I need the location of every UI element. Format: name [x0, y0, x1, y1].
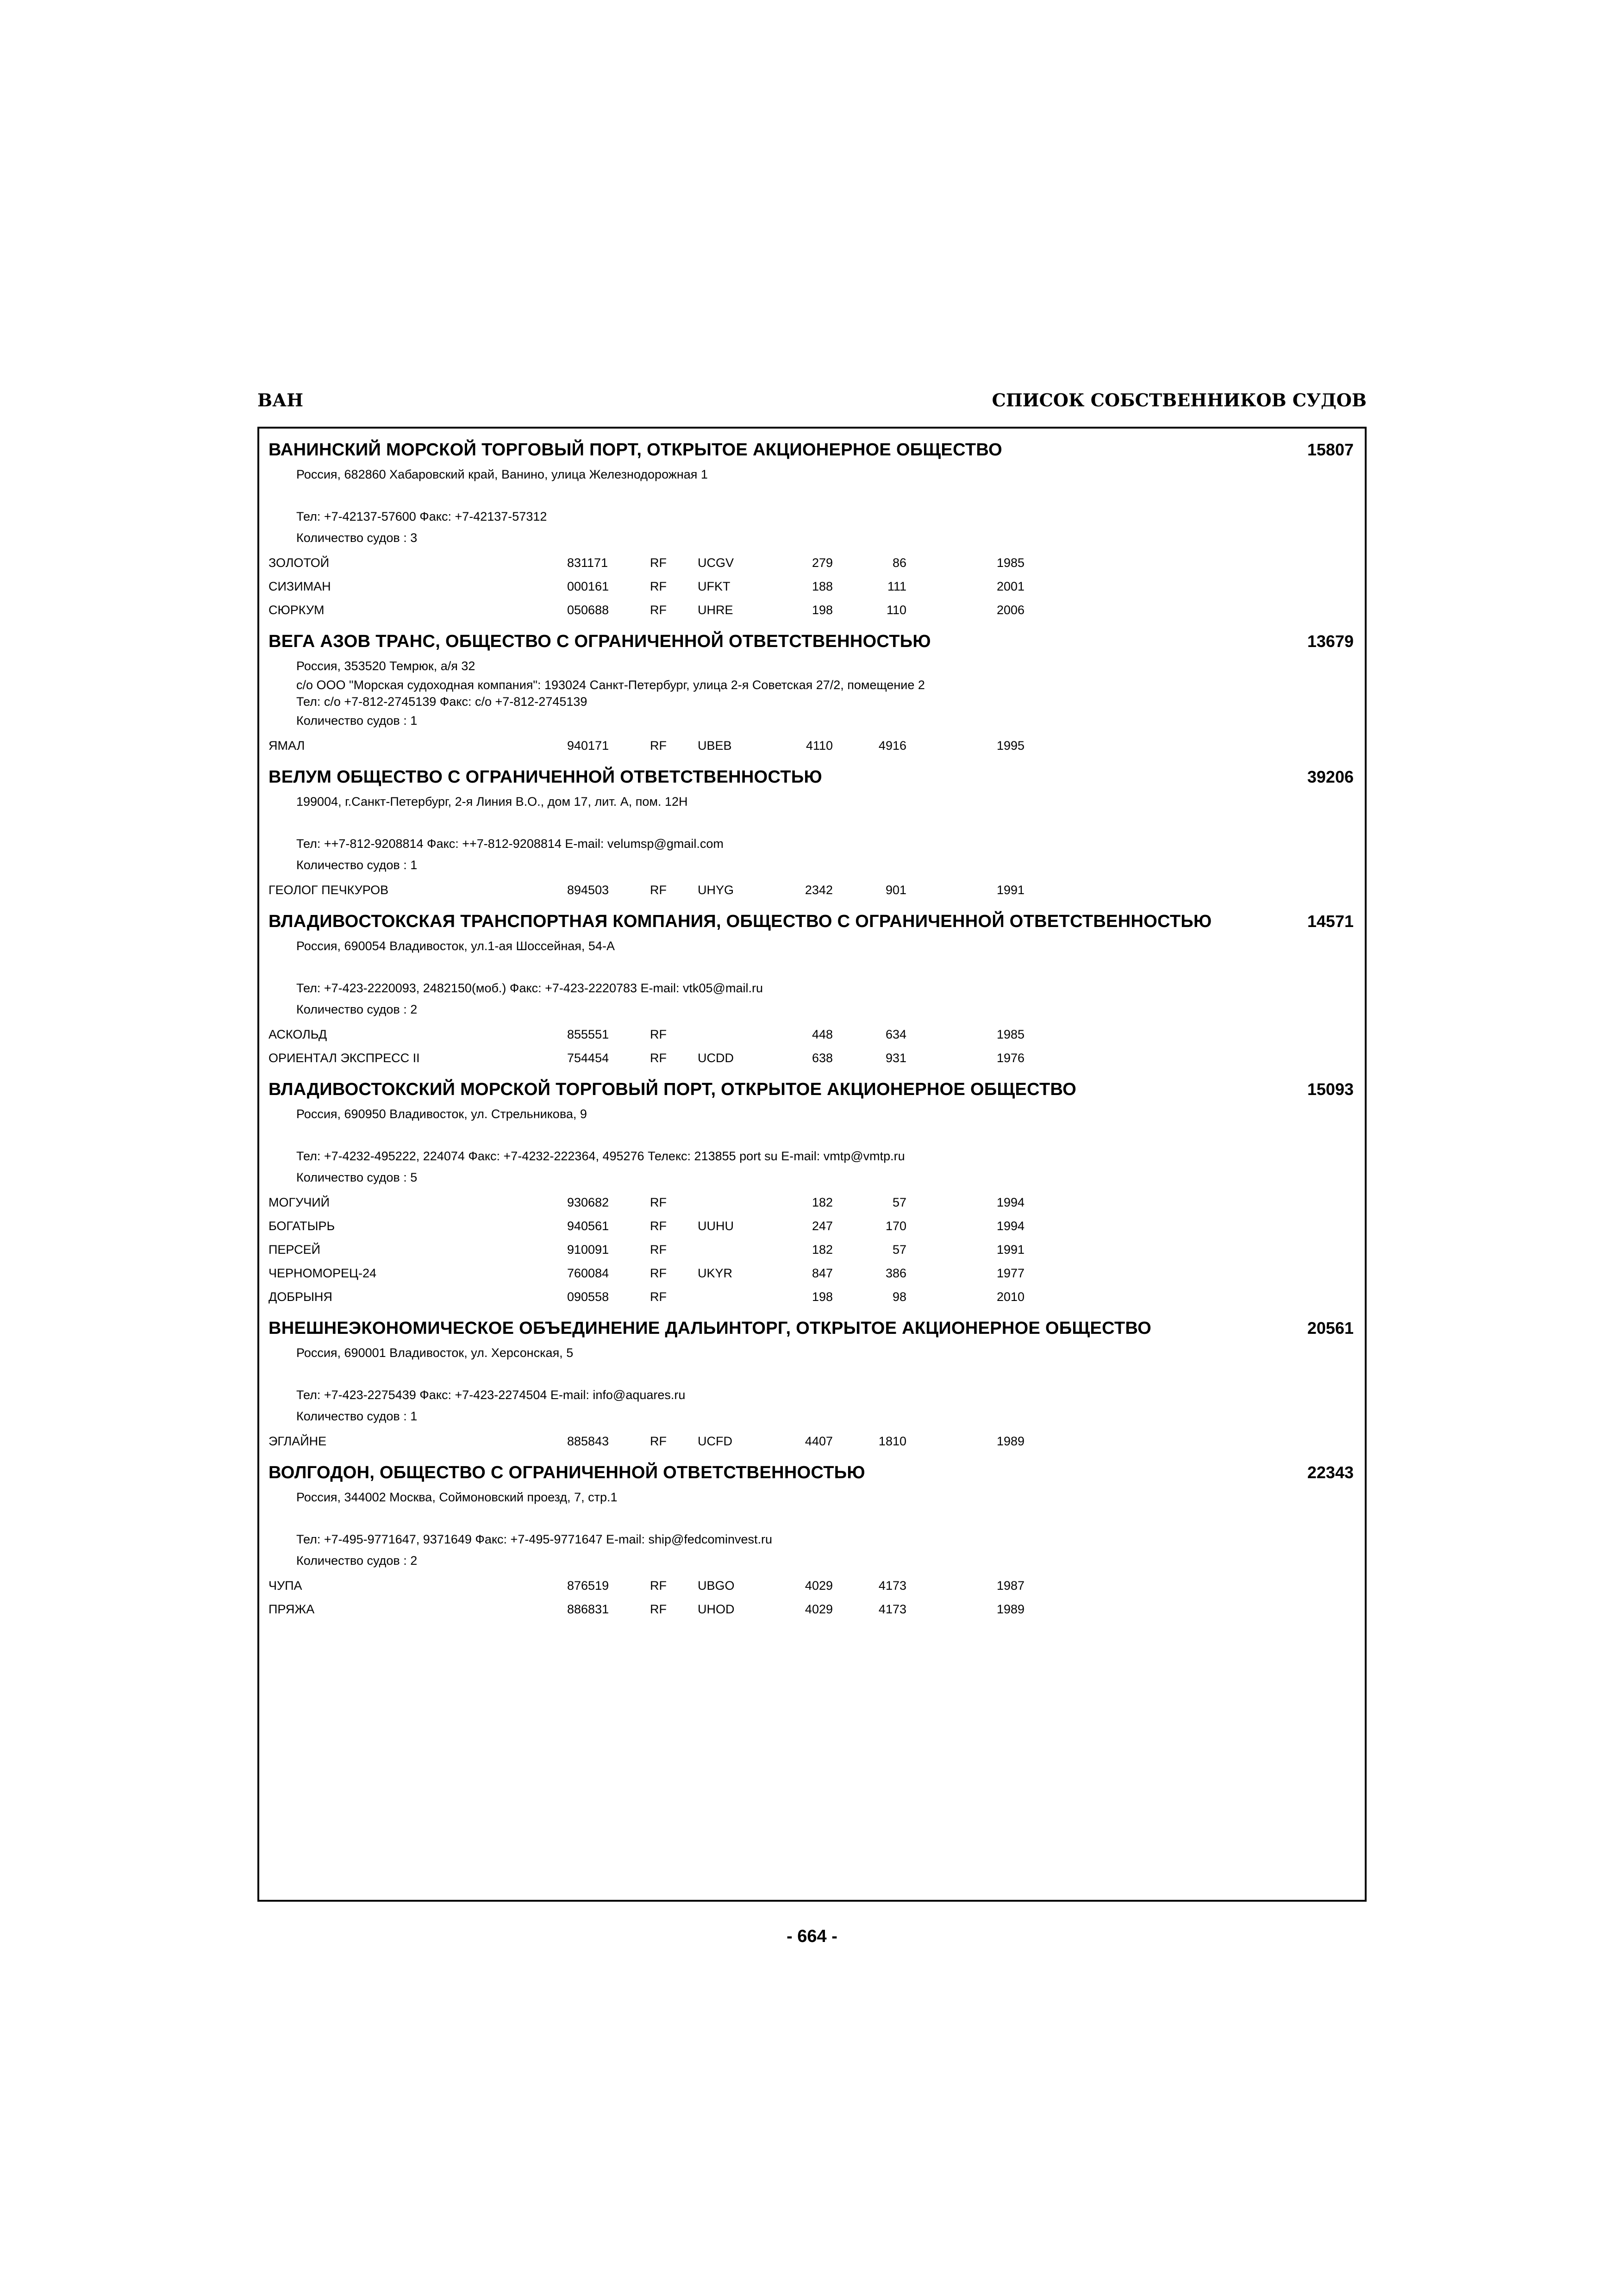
vessel-callsign: UUHU [698, 1219, 734, 1233]
vessel-name: ЯМАЛ [269, 739, 305, 753]
vessel-year: 1976 [997, 1051, 1025, 1065]
vessel-count: Количество судов : 3 [296, 531, 418, 545]
vessel-callsign: UHOD [698, 1602, 735, 1616]
vessel-year: 1991 [997, 1243, 1025, 1257]
vessel-count: Количество судов : 5 [296, 1170, 418, 1184]
owner-details [269, 655, 1357, 731]
vessel-name: ЗОЛОТОЙ [269, 556, 330, 570]
vessel-list [269, 1023, 1357, 1070]
vessel-flag: RF [650, 1243, 667, 1257]
vessel-callsign: UCFD [698, 1434, 732, 1448]
vessel-callsign: UBGO [698, 1579, 735, 1593]
vessel-name: СИЗИМАН [269, 579, 331, 593]
vessel-number: 855551 [567, 1027, 609, 1041]
vessel-name: БОГАТЫРЬ [269, 1219, 335, 1233]
owner-address: Россия, 690950 Владивосток, ул. Стрельникова, 9 [296, 1107, 587, 1121]
owner-care-of: с/о ООО "Морская судоходная компания": 193024 Санкт-Петербург, улица 2-я Советская 27/2, помещение 2 [296, 678, 925, 692]
vessel-year: 1994 [997, 1219, 1025, 1233]
vessel-row [269, 1574, 1357, 1598]
vessel-flag: RF [650, 1027, 667, 1041]
vessel-flag: RF [650, 1195, 667, 1209]
vessel-number: 940561 [567, 1219, 609, 1233]
vessel-callsign: UFKT [698, 579, 731, 593]
vessel-list [269, 734, 1357, 758]
owner-name: ВОЛГОДОН, ОБЩЕСТВО С ОГРАНИЧЕННОЙ ОТВЕТСТВЕННОСТЬЮ [269, 1463, 865, 1482]
vessel-year: 2001 [997, 579, 1025, 593]
owner-details [269, 1487, 1357, 1571]
owner-name: ВЛАДИВОСТОКСКАЯ ТРАНСПОРТНАЯ КОМПАНИЯ, ОБЩЕСТВО С ОГРАНИЧЕННОЙ ОТВЕТСТВЕННОСТЬЮ [269, 912, 1212, 931]
owner-id: 39206 [1307, 767, 1354, 786]
vessel-row [269, 575, 1357, 598]
running-header [257, 390, 1367, 417]
vessel-callsign: UCDD [698, 1051, 734, 1065]
vessel-list [269, 878, 1357, 902]
owner-details [269, 464, 1357, 548]
owner-address: Россия, 690054 Владивосток, ул.1-ая Шоссейная, 54-А [296, 939, 615, 953]
vessel-flag: RF [650, 603, 667, 617]
vessel-number: 831171 [567, 556, 608, 570]
owner-details [269, 1342, 1357, 1427]
owner-address: Россия, 344002 Москва, Соймоновский проезд, 7, стр.1 [296, 1490, 618, 1504]
vessel-flag: RF [650, 739, 667, 753]
owner-header [269, 1317, 1357, 1342]
owner-header [269, 630, 1357, 655]
vessel-flag: RF [650, 579, 667, 593]
vessel-row [269, 598, 1357, 622]
vessel-flag: RF [650, 1434, 667, 1448]
vessel-dw: 386 [885, 1266, 906, 1280]
vessel-flag: RF [650, 1602, 667, 1616]
vessel-row [269, 1191, 1357, 1214]
owner-contact: Тел: +7-423-2275439 Факс: +7-423-2274504 E-mail: info@aquares.ru [296, 1388, 686, 1402]
vessel-dw: 4173 [878, 1602, 906, 1616]
vessel-name: МОГУЧИЙ [269, 1195, 330, 1209]
vessel-name: ЧЕРНОМОРЕЦ-24 [269, 1266, 377, 1280]
owner-name: ВЕГА АЗОВ ТРАНС, ОБЩЕСТВО С ОГРАНИЧЕННОЙ ОТВЕТСТВЕННОСТЬЮ [269, 632, 931, 651]
vessel-gt: 279 [812, 556, 833, 570]
vessel-row [269, 1023, 1357, 1046]
vessel-callsign: UBEB [698, 739, 732, 753]
vessel-gt: 182 [812, 1243, 833, 1257]
vessel-name: АСКОЛЬД [269, 1027, 327, 1041]
vessel-row [269, 551, 1357, 575]
owner-list [269, 439, 1357, 1621]
vessel-number: 760084 [567, 1266, 609, 1280]
vessel-gt: 182 [812, 1195, 833, 1209]
owner-entry [269, 1462, 1357, 1621]
vessel-row [269, 1214, 1357, 1238]
vessel-row [269, 1285, 1357, 1309]
vessel-dw: 1810 [878, 1434, 906, 1448]
vessel-row [269, 734, 1357, 758]
vessel-gt: 847 [812, 1266, 833, 1280]
vessel-dw: 4916 [878, 739, 906, 753]
owner-entry [269, 1078, 1357, 1309]
vessel-list [269, 1430, 1357, 1453]
owner-details [269, 791, 1357, 876]
vessel-number: 090558 [567, 1290, 609, 1304]
vessel-row [269, 1046, 1357, 1070]
vessel-row [269, 1262, 1357, 1285]
vessel-flag: RF [650, 1266, 667, 1280]
owner-id: 14571 [1307, 912, 1354, 931]
owner-id: 15807 [1307, 440, 1354, 459]
vessel-name: ГЕОЛОГ ПЕЧКУРОВ [269, 883, 389, 897]
owner-header [269, 1462, 1357, 1487]
vessel-dw: 931 [885, 1051, 906, 1065]
vessel-flag: RF [650, 1290, 667, 1304]
owner-entry [269, 439, 1357, 622]
owner-name: ВЛАДИВОСТОКСКИЙ МОРСКОЙ ТОРГОВЫЙ ПОРТ, ОТКРЫТОЕ АКЦИОНЕРНОЕ ОБЩЕСТВО [269, 1080, 1077, 1099]
vessel-count: Количество судов : 1 [296, 1409, 418, 1423]
vessel-gt: 198 [812, 1290, 833, 1304]
vessel-number: 000161 [567, 579, 609, 593]
vessel-list [269, 551, 1357, 622]
vessel-flag: RF [650, 1219, 667, 1233]
owner-header [269, 1078, 1357, 1103]
owner-entry [269, 766, 1357, 902]
owner-id: 20561 [1307, 1319, 1354, 1338]
vessel-gt: 448 [812, 1027, 833, 1041]
vessel-count: Количество судов : 1 [296, 858, 418, 872]
vessel-number: 886831 [567, 1602, 609, 1616]
vessel-name: ДОБРЫНЯ [269, 1290, 332, 1304]
vessel-year: 1989 [997, 1434, 1025, 1448]
vessel-dw: 110 [886, 603, 906, 617]
vessel-row [269, 1430, 1357, 1453]
header-section-code: ВАН [257, 390, 303, 411]
owner-id: 22343 [1307, 1463, 1354, 1482]
owner-entry [269, 1317, 1357, 1453]
content-frame [257, 427, 1367, 1902]
vessel-gt: 188 [812, 579, 833, 593]
owner-header [269, 910, 1357, 935]
vessel-year: 1991 [997, 883, 1025, 897]
owner-id: 13679 [1307, 632, 1354, 651]
vessel-number: 754454 [567, 1051, 609, 1065]
vessel-year: 1985 [997, 556, 1025, 570]
vessel-number: 885843 [567, 1434, 609, 1448]
owner-header [269, 766, 1357, 791]
vessel-number: 910091 [567, 1243, 609, 1257]
vessel-row [269, 1238, 1357, 1262]
vessel-name: ОРИЕНТАЛ ЭКСПРЕСС II [269, 1051, 420, 1065]
vessel-callsign: UKYR [698, 1266, 733, 1280]
vessel-year: 1994 [997, 1195, 1025, 1209]
vessel-gt: 638 [812, 1051, 833, 1065]
owner-address: Россия, 682860 Хабаровский край, Ванино, улица Железнодорожная 1 [296, 467, 708, 481]
vessel-callsign: UHYG [698, 883, 734, 897]
vessel-dw: 86 [892, 556, 906, 570]
vessel-number: 930682 [567, 1195, 609, 1209]
vessel-year: 1987 [997, 1579, 1025, 1593]
vessel-number: 894503 [567, 883, 609, 897]
owner-contact: Тел: ++7-812-9208814 Факс: ++7-812-9208814 E-mail: velumsp@gmail.com [296, 837, 724, 851]
vessel-count: Количество судов : 2 [296, 1002, 418, 1016]
vessel-count: Количество судов : 1 [296, 714, 418, 728]
vessel-callsign: UHRE [698, 603, 733, 617]
vessel-gt: 4110 [806, 739, 833, 753]
owner-details [269, 935, 1357, 1020]
vessel-list [269, 1574, 1357, 1621]
owner-details [269, 1103, 1357, 1188]
owner-contact: Тел: +7-4232-495222, 224074 Факс: +7-4232-222364, 495276 Телекс: 213855 port su E-mail: vmtp@vmtp.ru [296, 1149, 905, 1163]
vessel-gt: 247 [812, 1219, 833, 1233]
owner-contact: Тел: +7-495-9771647, 9371649 Факс: +7-495-9771647 E-mail: ship@fedcominvest.ru [296, 1532, 773, 1546]
vessel-dw: 170 [885, 1219, 906, 1233]
vessel-name: ЭГЛАЙНЕ [269, 1434, 327, 1448]
vessel-gt: 198 [812, 603, 833, 617]
vessel-gt: 4029 [805, 1579, 833, 1593]
vessel-year: 2010 [997, 1290, 1025, 1304]
vessel-callsign: UCGV [698, 556, 734, 570]
vessel-year: 1985 [997, 1027, 1025, 1041]
vessel-dw: 57 [892, 1195, 906, 1209]
vessel-number: 940171 [567, 739, 609, 753]
owner-entry [269, 630, 1357, 758]
vessel-list [269, 1191, 1357, 1309]
vessel-number: 050688 [567, 603, 609, 617]
vessel-count: Количество судов : 2 [296, 1554, 418, 1568]
vessel-flag: RF [650, 1051, 667, 1065]
owner-address: Россия, 690001 Владивосток, ул. Херсонская, 5 [296, 1346, 574, 1360]
vessel-name: ПРЯЖА [269, 1602, 315, 1616]
vessel-row [269, 878, 1357, 902]
vessel-name: ПЕРСЕЙ [269, 1243, 321, 1257]
owner-header [269, 439, 1357, 464]
vessel-name: ЧУПА [269, 1579, 302, 1593]
vessel-number: 876519 [567, 1579, 609, 1593]
vessel-flag: RF [650, 883, 667, 897]
owner-address: Россия, 353520 Темрюк, а/я 32 [296, 659, 475, 673]
vessel-gt: 4407 [805, 1434, 833, 1448]
vessel-flag: RF [650, 556, 667, 570]
vessel-dw: 901 [885, 883, 906, 897]
vessel-dw: 98 [892, 1290, 906, 1304]
vessel-flag: RF [650, 1579, 667, 1593]
header-section-title: СПИСОК СОБСТВЕННИКОВ СУДОВ [992, 390, 1367, 411]
vessel-gt: 2342 [805, 883, 833, 897]
owner-contact: Тел: с/о +7-812-2745139 Факс: с/о +7-812-2745139 [296, 695, 587, 709]
vessel-year: 2006 [997, 603, 1025, 617]
vessel-dw: 57 [892, 1243, 906, 1257]
vessel-dw: 111 [887, 579, 906, 593]
vessel-dw: 4173 [878, 1579, 906, 1593]
owner-contact: Тел: +7-42137-57600 Факс: +7-42137-57312 [296, 510, 547, 523]
vessel-name: СЮРКУМ [269, 603, 325, 617]
vessel-row [269, 1598, 1357, 1621]
owner-name: ВНЕШНЕЭКОНОМИЧЕСКОЕ ОБЪЕДИНЕНИЕ ДАЛЬИНТОРГ, ОТКРЫТОЕ АКЦИОНЕРНОЕ ОБЩЕСТВО [269, 1319, 1152, 1338]
vessel-year: 1977 [997, 1266, 1025, 1280]
vessel-year: 1995 [997, 739, 1025, 753]
vessel-dw: 634 [885, 1027, 906, 1041]
owner-address: 199004, г.Санкт-Петербург, 2-я Линия В.О., дом 17, лит. А, пом. 12Н [296, 795, 688, 809]
vessel-gt: 4029 [805, 1602, 833, 1616]
owner-name: ВАНИНСКИЙ МОРСКОЙ ТОРГОВЫЙ ПОРТ, ОТКРЫТОЕ АКЦИОНЕРНОЕ ОБЩЕСТВО [269, 440, 1003, 460]
owner-entry [269, 910, 1357, 1070]
vessel-year: 1989 [997, 1602, 1025, 1616]
owner-contact: Тел: +7-423-2220093, 2482150(моб.) Факс: +7-423-2220783 E-mail: vtk05@mail.ru [296, 981, 763, 995]
page-number: - 664 - [787, 1927, 837, 1946]
owner-id: 15093 [1307, 1080, 1354, 1099]
owner-name: ВЕЛУМ ОБЩЕСТВО С ОГРАНИЧЕННОЙ ОТВЕТСТВЕННОСТЬЮ [269, 767, 822, 787]
